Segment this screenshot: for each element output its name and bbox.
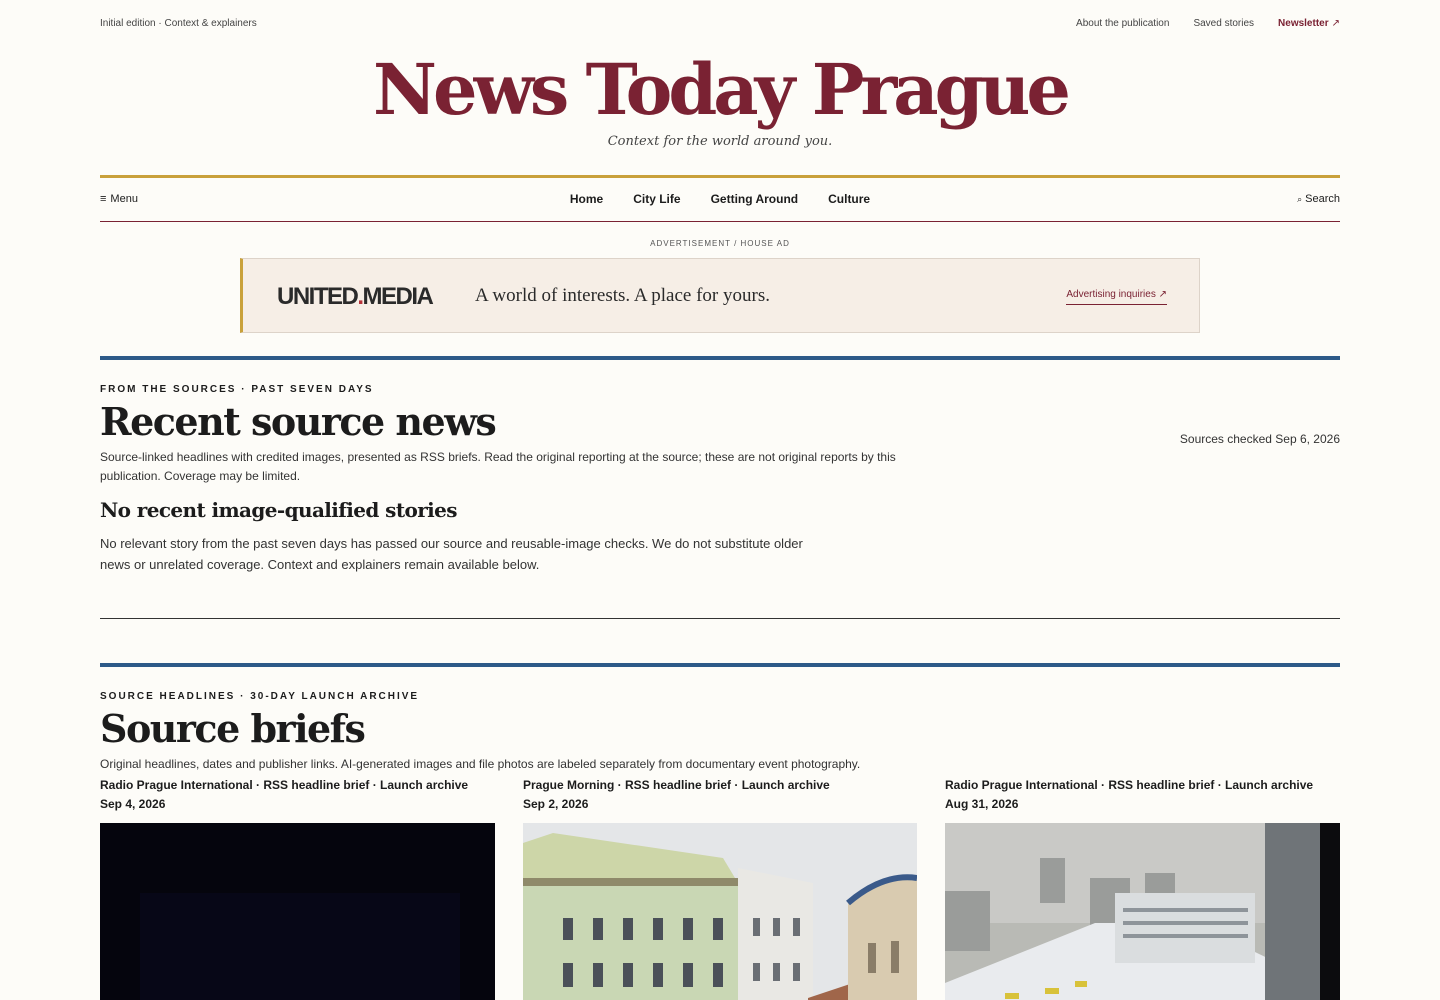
section-title: Recent source news — [100, 399, 496, 444]
section-description: Source-linked headlines with credited images, presented as RSS briefs. Read the original reporting at the source; these are not original reports by this publication. Coverage may be limited. — [100, 450, 896, 483]
brief-image[interactable] — [945, 823, 1340, 1000]
logo-text-a: UNITED — [277, 283, 358, 310]
search-icon: ⌕ — [1297, 194, 1303, 204]
ad-slogan: A world of interests. A place for yours. — [475, 285, 770, 306]
logo-text-b: MEDIA — [362, 283, 433, 310]
menu-label: Menu — [110, 193, 138, 205]
prague-buildings-photo — [523, 823, 917, 1000]
hamburger-icon: ≡ — [100, 193, 107, 205]
search-button[interactable] — [1297, 193, 1340, 205]
brief-date: Sep 2, 2026 — [523, 797, 589, 811]
brief-source-meta[interactable]: Prague Morning · RSS headline brief · Launch archive — [523, 778, 830, 792]
brief-card[interactable] — [100, 776, 495, 814]
saved-stories-link[interactable]: Saved stories — [1193, 18, 1255, 29]
site-logo-title[interactable]: News Today Prague — [373, 48, 1067, 131]
brief-source-meta[interactable]: Radio Prague International · RSS headline brief · Launch archive — [100, 778, 469, 792]
section-kicker: SOURCE HEADLINES · 30-DAY LAUNCH ARCHIVE — [100, 691, 420, 702]
utility-bar — [100, 16, 1340, 32]
edition-label: Initial edition · Context & explainers — [100, 18, 257, 29]
nav-item-city-life[interactable]: City Life — [633, 192, 681, 206]
section-title: Source briefs — [100, 706, 365, 751]
advertising-inquiries-link[interactable]: Advertising inquiries ↗ — [1066, 289, 1167, 305]
newsletter-label: Newsletter — [1278, 18, 1329, 29]
section-kicker: FROM THE SOURCES · PAST SEVEN DAYS — [100, 384, 374, 395]
tagline: Context for the world around you. — [607, 134, 833, 149]
empty-state-description: No relevant story from the past seven days has passed our source and reusable-image checks. We do not substitute older news or unrelated coverage. Context and explainers remain available below. — [100, 536, 803, 572]
search-label: Search — [1305, 193, 1340, 205]
section-rule — [100, 356, 1340, 360]
section-divider — [100, 618, 1340, 619]
newsletter-link[interactable] — [1278, 18, 1340, 29]
winter-city-photo — [945, 823, 1340, 1000]
night-photo — [100, 823, 495, 1000]
brief-date: Aug 31, 2026 — [945, 797, 1019, 811]
about-link[interactable]: About the publication — [1076, 18, 1170, 29]
united-media-logo — [277, 283, 432, 311]
masthead — [100, 48, 1340, 149]
nav-item-getting-around[interactable]: Getting Around — [710, 192, 799, 206]
ad-label: ADVERTISEMENT / HOUSE AD — [650, 239, 790, 248]
external-arrow-icon: ↗ — [1331, 18, 1340, 29]
nav-item-home[interactable]: Home — [569, 192, 604, 206]
nav-links — [100, 192, 1340, 206]
logo-dot: . — [357, 283, 363, 310]
section-rule — [100, 663, 1340, 667]
utility-links — [1076, 18, 1340, 29]
empty-state-title: No recent image-qualified stories — [100, 498, 457, 522]
brief-card[interactable] — [523, 776, 918, 814]
section-description: Original headlines, dates and publisher links. AI-generated images and file photos are labeled separately from documentary event photography. — [100, 757, 861, 771]
brief-image[interactable] — [100, 823, 495, 1000]
nav-item-culture[interactable]: Culture — [828, 192, 871, 206]
house-ad-banner[interactable] — [240, 258, 1200, 333]
brief-source-meta[interactable]: Radio Prague International · RSS headline brief · Launch archive — [945, 778, 1314, 792]
brief-card[interactable] — [945, 776, 1340, 814]
main-nav — [100, 178, 1340, 222]
sources-checked-date: Sources checked Sep 6, 2026 — [1179, 432, 1340, 446]
brief-date: Sep 4, 2026 — [100, 797, 166, 811]
brief-image[interactable] — [523, 823, 918, 1000]
